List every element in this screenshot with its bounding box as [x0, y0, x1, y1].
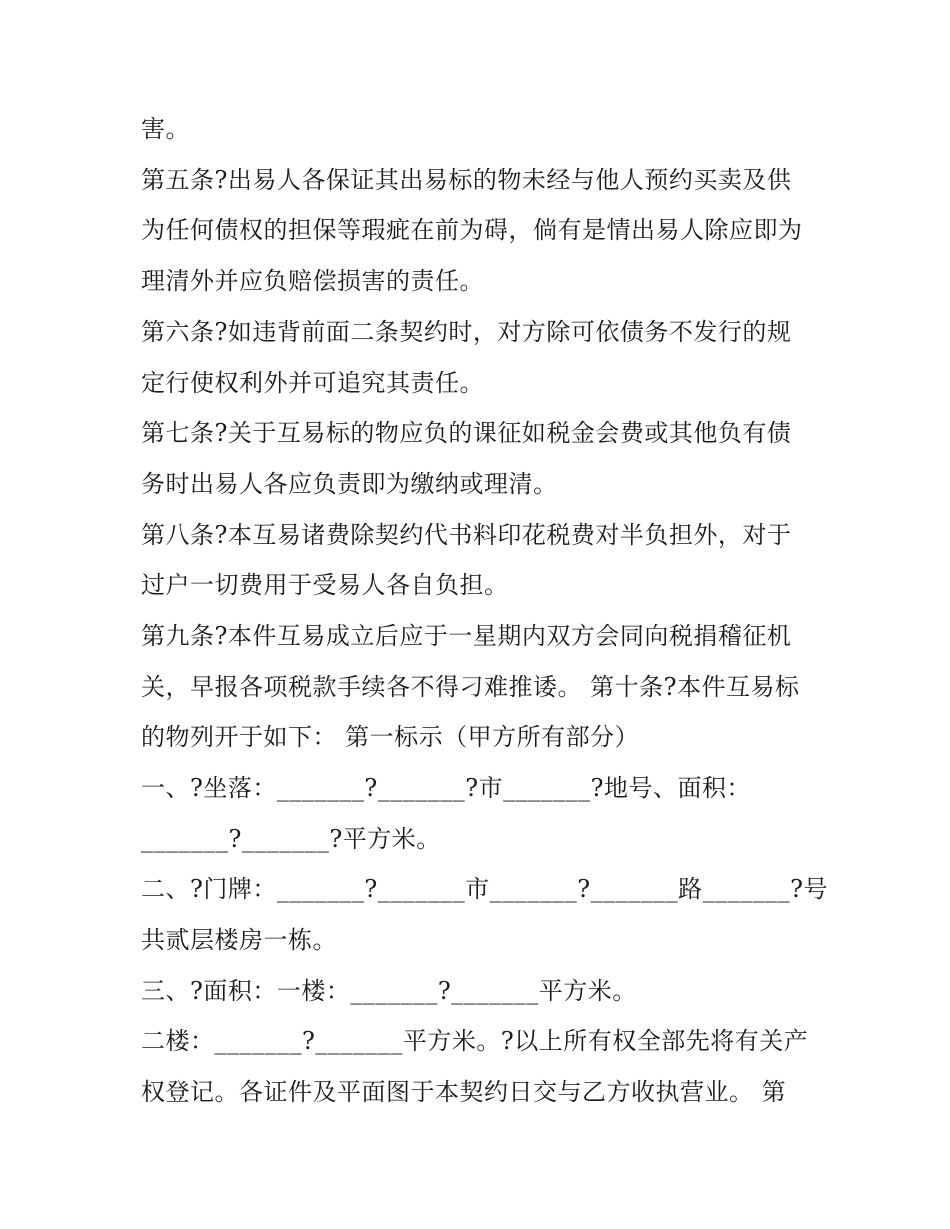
- text-line-1: 害。: [141, 115, 190, 143]
- text-line-4: 理清外并应负赔偿损害的责任。: [141, 267, 484, 295]
- text-line-6: 定行使权利外并可追究其责任。: [141, 369, 484, 397]
- text-line-15: _______?_______?平方米。: [141, 825, 441, 853]
- text-line-2: 第五条?出易人各保证其出易标的物未经与他人预约买卖及供: [141, 166, 792, 194]
- text-line-13: 的物列开于如下： 第一标示（甲方所有部分）: [141, 723, 640, 751]
- text-line-17: 共贰层楼房一栋。: [141, 926, 337, 954]
- text-line-12: 关，早报各项税款手续各不得刁难推诿。 第十条?本件互易标: [141, 673, 800, 701]
- text-line-3: 为任何债权的担保等瑕疵在前为碍，倘有是情出易人除应即为: [141, 216, 803, 244]
- text-line-5: 第六条?如违背前面二条契约时，对方除可依债务不发行的规: [141, 318, 792, 346]
- text-line-10: 过户一切费用于受易人各自负担。: [141, 571, 509, 599]
- text-line-8: 务时出易人各应负责即为缴纳或理清。: [141, 470, 558, 498]
- text-line-11: 第九条?本件互易成立后应于一星期内双方会同向税捐稽征机: [141, 622, 792, 650]
- text-line-16: 二、?门牌：_______?_______市_______?_______路_______?号: [141, 875, 828, 903]
- text-line-20: 权登记。各证件及平面图于本契约日交与乙方收执营业。 第: [141, 1078, 787, 1106]
- text-line-9: 第八条?本互易诸费除契约代书料印花税费对半负担外，对于: [141, 521, 792, 549]
- text-line-7: 第七条?关于互易标的物应负的课征如税金会费或其他负有债: [141, 419, 792, 447]
- text-line-14: 一、?坐落：_______?_______?市_______?地号、面积：: [141, 774, 751, 802]
- text-line-19: 二楼：_______?_______平方米。?以上所有权全部先将有关产: [141, 1027, 809, 1055]
- text-line-18: 三、?面积：一楼：_______?_______平方米。: [141, 977, 637, 1005]
